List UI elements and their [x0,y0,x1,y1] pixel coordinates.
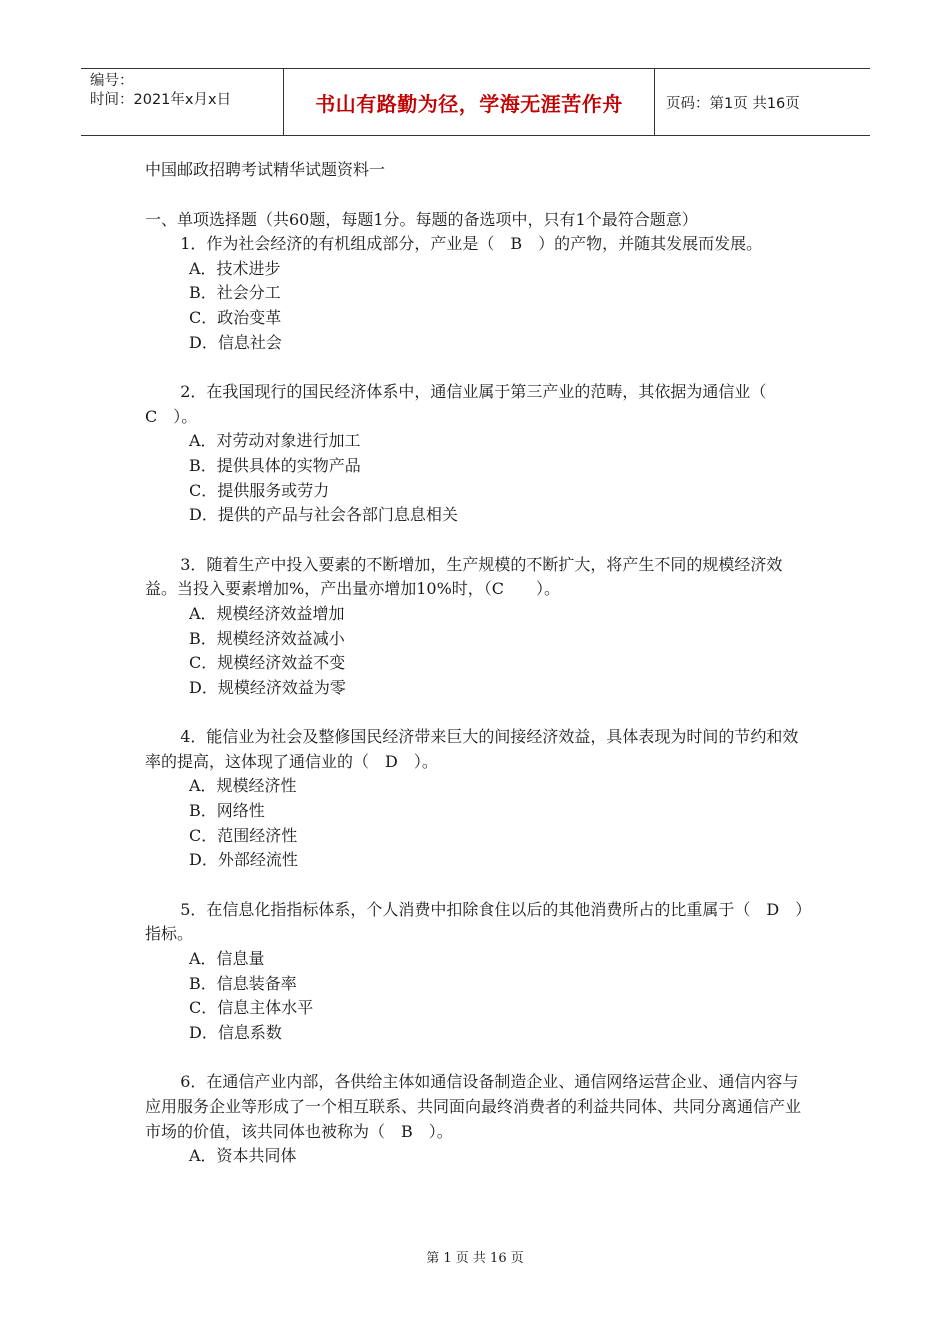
option: C．政治变革 [189,307,282,327]
option: D．信息系数 [189,1022,282,1042]
page-header [81,68,870,136]
doc-title: 中国邮政招聘考试精华试题资料一 [145,160,386,179]
header-page-info: 页码：第1页 共16页 [666,95,800,112]
page-footer: 第 1 页 共 16 页 [426,1251,524,1266]
question-stem: 5．在信息化指指标体系，个人消费中扣除食住以后的其他消费所占的比重属于（ D ）指标。 [145,899,804,944]
option: D．信息社会 [189,332,282,352]
option: C．提供服务或劳力 [189,480,330,500]
option: D．外部经流性 [189,850,298,870]
option: A．规模经济性 [189,776,297,796]
question-3 [145,553,810,701]
option: A．规模经济效益增加 [189,603,345,623]
option: B．信息装备率 [189,973,297,993]
question-6 [145,1070,810,1168]
option: C．信息主体水平 [189,998,314,1018]
document-body [145,158,810,1169]
option: D．提供的产品与社会各部门息息相关 [189,505,458,525]
option: B．社会分工 [189,283,281,303]
header-time: 时间：2021年x月x日 [90,92,232,108]
question-1 [145,232,810,355]
option: C．范围经济性 [189,825,298,845]
option: A．资本共同体 [189,1146,297,1166]
header-motto: 书山有路勤为径，学海无涯苦作舟 [283,69,655,135]
option: B．规模经济效益减小 [189,628,345,648]
question-2 [145,380,810,528]
option: A．信息量 [189,949,265,969]
option: D．规模经济效益为零 [189,677,346,697]
question-stem: 1．作为社会经济的有机组成部分，产业是（ B ）的产物，并随其发展而发展。 [180,234,763,254]
option: C．规模经济效益不变 [189,653,346,673]
question-5 [145,898,810,1046]
option: A．对劳动对象进行加工 [189,431,361,451]
section-heading: 一、单项选择题（共60题，每题1分。每题的备选项中，只有1个最符合题意） [145,209,698,229]
option: B．网络性 [189,801,265,821]
header-number: 编号： [90,73,134,89]
option: A．技术进步 [189,258,281,278]
question-stem: 4．能信业为社会及整修国民经济带来巨大的间接经济效益，具体表现为时间的节约和效率的提高，这体现了通信业的（ D ）。 [145,727,799,771]
question-stem: 3．随着生产中投入要素的不断增加，生产规模的不断扩大，将产生不同的规模经济效益。当投入要素增加%，产出量亦增加10%时，（C ）。 [145,554,783,599]
question-stem: 6．在通信产业内部，各供给主体如通信设备制造企业、通信网络运营企业、通信内容与应用服务企业等形成了一个相互联系、共同面向最终消费者的利益共同体、共同分离通信产业市场的价值，该共同体也被称为（ B ）。 [145,1072,802,1141]
question-stem: 2．在我国现行的国民经济体系中，通信业属于第三产业的范畴，其依据为通信业（ C ）。 [145,382,783,426]
question-4 [145,725,810,873]
option: B．提供具体的实物产品 [189,455,361,475]
header-meta [81,69,283,135]
